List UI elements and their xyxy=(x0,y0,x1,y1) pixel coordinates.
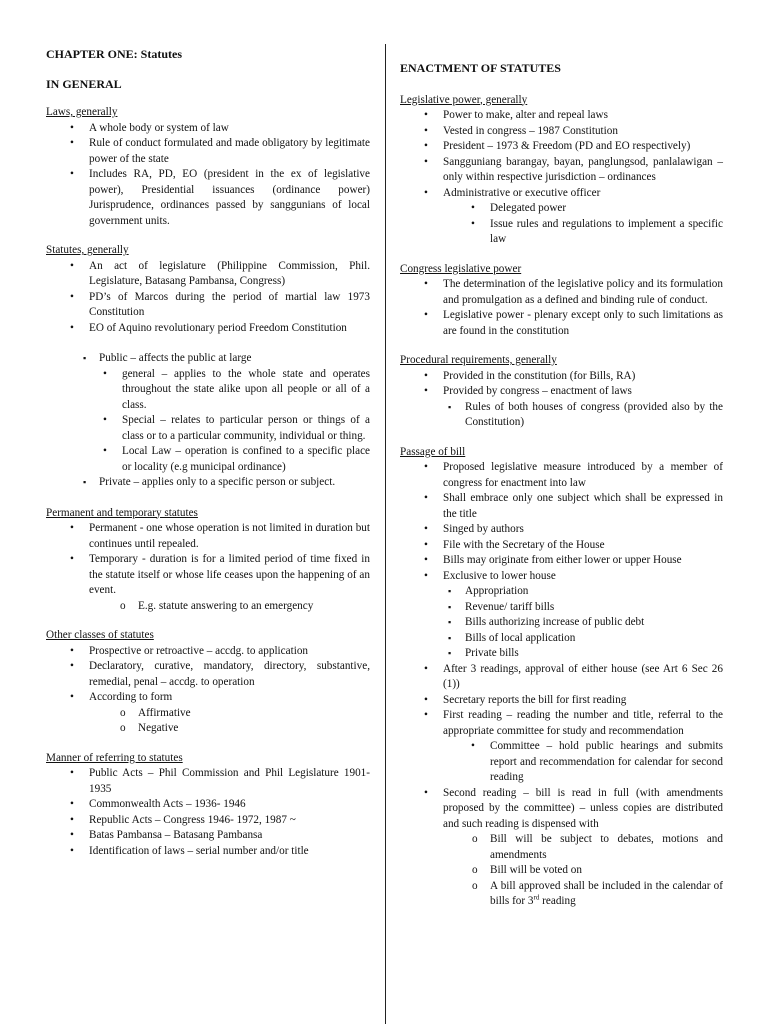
list-item: • Batas Pambansa – Batasang Pambansa xyxy=(46,828,370,844)
admin-sub-list xyxy=(443,201,723,248)
list-item: ▪ Bills of local application xyxy=(443,631,723,647)
list-item: • Identification of laws – serial number and/or title xyxy=(46,844,370,860)
list-item: • An act of legislature (Philippine Commission, Phil. Legislature, Batasang Pambansa, Congress) xyxy=(46,259,370,290)
admin-text: Administrative or executive officer xyxy=(443,186,601,199)
list-item: • Commonwealth Acts – 1936- 1946 xyxy=(46,797,370,813)
list-item: • File with the Secretary of the House xyxy=(400,538,723,554)
in-general-heading: IN GENERAL xyxy=(46,76,122,91)
exclusive-text: Exclusive to lower house xyxy=(443,569,556,582)
passage-list xyxy=(400,460,723,910)
list-item: o Bill will be subject to debates, motions and amendments xyxy=(470,832,723,863)
legislative-power-list xyxy=(400,108,723,248)
list-item: • PD’s of Marcos during the period of martial law 1973 Constitution xyxy=(46,290,370,321)
list-item xyxy=(400,786,723,910)
list-item: • Bills may originate from either lower or upper House xyxy=(400,553,723,569)
list-item: • Committee – hold public hearings and submits report and recommendation for calendar for second reading xyxy=(443,739,723,786)
list-item: ▪ Private bills xyxy=(443,646,723,662)
exclusive-sub-list xyxy=(443,584,723,662)
list-item: • The determination of the legislative policy and its formulation and promulgation as a defined and binding rule of conduct. xyxy=(400,277,723,308)
form-sub-list xyxy=(118,706,370,737)
list-item: ▪ Revenue/ tariff bills xyxy=(443,600,723,616)
second-reading-text: Second reading – bill is read in full (with amendments proposed by the committee) – unless copies are distributed and such reading is dispensed with xyxy=(443,786,723,830)
other-classes-list xyxy=(46,644,370,737)
list-item: • EO of Aquino revolutionary period Freedom Constitution xyxy=(46,321,370,337)
permanent-heading: Permanent and temporary statutes xyxy=(46,506,198,519)
first-reading-text: First reading – reading the number and title, referral to the appropriate committee for study and recommendation xyxy=(443,709,723,737)
list-item: • Public Acts – Phil Commission and Phil Legislature 1901- 1935 xyxy=(46,766,370,797)
third-reading-text-a: A bill approved shall be included in the calendar of bills for 3 xyxy=(490,879,723,907)
list-item: • Sangguniang barangay, bayan, panglungsod, panlalawigan – only within respective jurisdiction – ordinances xyxy=(400,155,723,186)
committee-list xyxy=(443,739,723,786)
form-text: According to form xyxy=(89,691,173,703)
third-reading-text-b: reading xyxy=(539,895,576,907)
second-sub-list xyxy=(470,832,723,910)
list-item: ▪ Appropriation xyxy=(443,584,723,600)
list-item: o Negative xyxy=(118,721,370,737)
list-item xyxy=(400,569,723,662)
temporary-text: Temporary - duration is for a limited period of time fixed in the statute itself or whose life ceases upon the happening of an event. xyxy=(89,553,370,596)
list-item: • A whole body or system of law xyxy=(46,121,370,137)
rules-list xyxy=(443,400,723,431)
list-item xyxy=(470,879,723,910)
statutes-list xyxy=(46,259,370,337)
list-item: • Republic Acts – Congress 1946- 1972, 1987 ~ xyxy=(46,813,370,829)
list-item: • Prospective or retroactive – accdg. to application xyxy=(46,644,370,660)
list-item: • Vested in congress – 1987 Constitution xyxy=(400,124,723,140)
list-item: • Local Law – operation is confined to a specific place or locality (e.g municipal ordinance) xyxy=(75,444,370,475)
list-item xyxy=(400,186,723,248)
list-item: • Legislative power - plenary except only to such limitations as are found in the constitution xyxy=(400,308,723,339)
list-item: o E.g. statute answering to an emergency xyxy=(118,599,370,615)
list-item: • Special – relates to particular person or things of a class or to a particular community, individual or thing. xyxy=(75,413,370,444)
list-item: • Rule of conduct formulated and made obligatory by legitimate power of the state xyxy=(46,136,370,167)
list-item: ▪ Rules of both houses of congress (provided also by the Constitution) xyxy=(443,400,723,431)
congress-list xyxy=(400,277,723,339)
list-item: o Bill will be voted on xyxy=(470,863,723,879)
list-item: • general – applies to the whole state and operates throughout the state alike upon all people or all of a class. xyxy=(75,367,370,414)
list-item xyxy=(46,552,370,614)
list-item: • President – 1973 & Freedom (PD and EO respectively) xyxy=(400,139,723,155)
public-sub-list xyxy=(75,367,370,476)
column-divider xyxy=(385,44,386,1024)
list-item xyxy=(46,690,370,737)
list-item: • Secretary reports the bill for first reading xyxy=(400,693,723,709)
list-item: • Shall embrace only one subject which shall be expressed in the title xyxy=(400,491,723,522)
congress-enactment-text: Provided by congress – enactment of laws xyxy=(443,385,632,397)
list-item: • After 3 readings, approval of either house (see Art 6 Sec 26 (1)) xyxy=(400,662,723,693)
statutes-heading: Statutes, generally xyxy=(46,244,129,256)
list-item: ▪ Bills authorizing increase of public debt xyxy=(443,615,723,631)
list-item xyxy=(400,708,723,786)
list-item: • Delegated power xyxy=(443,201,723,217)
permanent-list xyxy=(46,521,370,614)
public-label: Public – affects the public at large xyxy=(99,352,252,364)
list-item: • Singed by authors xyxy=(400,522,723,538)
procedural-list xyxy=(400,369,723,431)
passage-heading: Passage of bill xyxy=(400,445,466,458)
list-item: o Affirmative xyxy=(118,706,370,722)
right-column xyxy=(400,0,723,910)
manner-heading: Manner of referring to statutes xyxy=(46,751,183,764)
manner-list xyxy=(46,766,370,859)
legislative-power-heading: Legislative power, generally xyxy=(400,93,528,106)
congress-heading: Congress legislative power xyxy=(400,262,522,275)
eg-list xyxy=(118,599,370,615)
list-item xyxy=(75,351,370,475)
left-column xyxy=(46,0,370,859)
list-item: ▪ Private – applies only to a specific person or subject. xyxy=(75,475,370,491)
list-item: • Power to make, alter and repeal laws xyxy=(400,108,723,124)
list-item xyxy=(400,384,723,431)
laws-list xyxy=(46,121,370,230)
third-reading-sup: rd xyxy=(533,893,540,902)
public-private-list xyxy=(75,351,370,491)
laws-heading: Laws, generally xyxy=(46,106,118,118)
list-item: • Permanent - one whose operation is not limited in duration but continues until repealed. xyxy=(46,521,370,552)
list-item: • Provided in the constitution (for Bills, RA) xyxy=(400,369,723,385)
enactment-heading: ENACTMENT OF STATUTES xyxy=(400,61,561,75)
list-item: • Issue rules and regulations to implement a specific law xyxy=(443,217,723,248)
chapter-title: CHAPTER ONE: Statutes xyxy=(46,47,183,61)
other-classes-heading: Other classes of statutes xyxy=(46,629,154,641)
list-item: • Proposed legislative measure introduced by a member of congress for enactment into law xyxy=(400,460,723,491)
list-item: • Includes RA, PD, EO (president in the ex of legislative power), Presidential issuances (ordinance power) Jurisprudence, ordinances passed by sanggunians of local government units. xyxy=(46,167,370,229)
list-item: • Declaratory, curative, mandatory, directory, substantive, remedial, penal – accdg. to operation xyxy=(46,659,370,690)
procedural-heading: Procedural requirements, generally xyxy=(400,354,557,366)
